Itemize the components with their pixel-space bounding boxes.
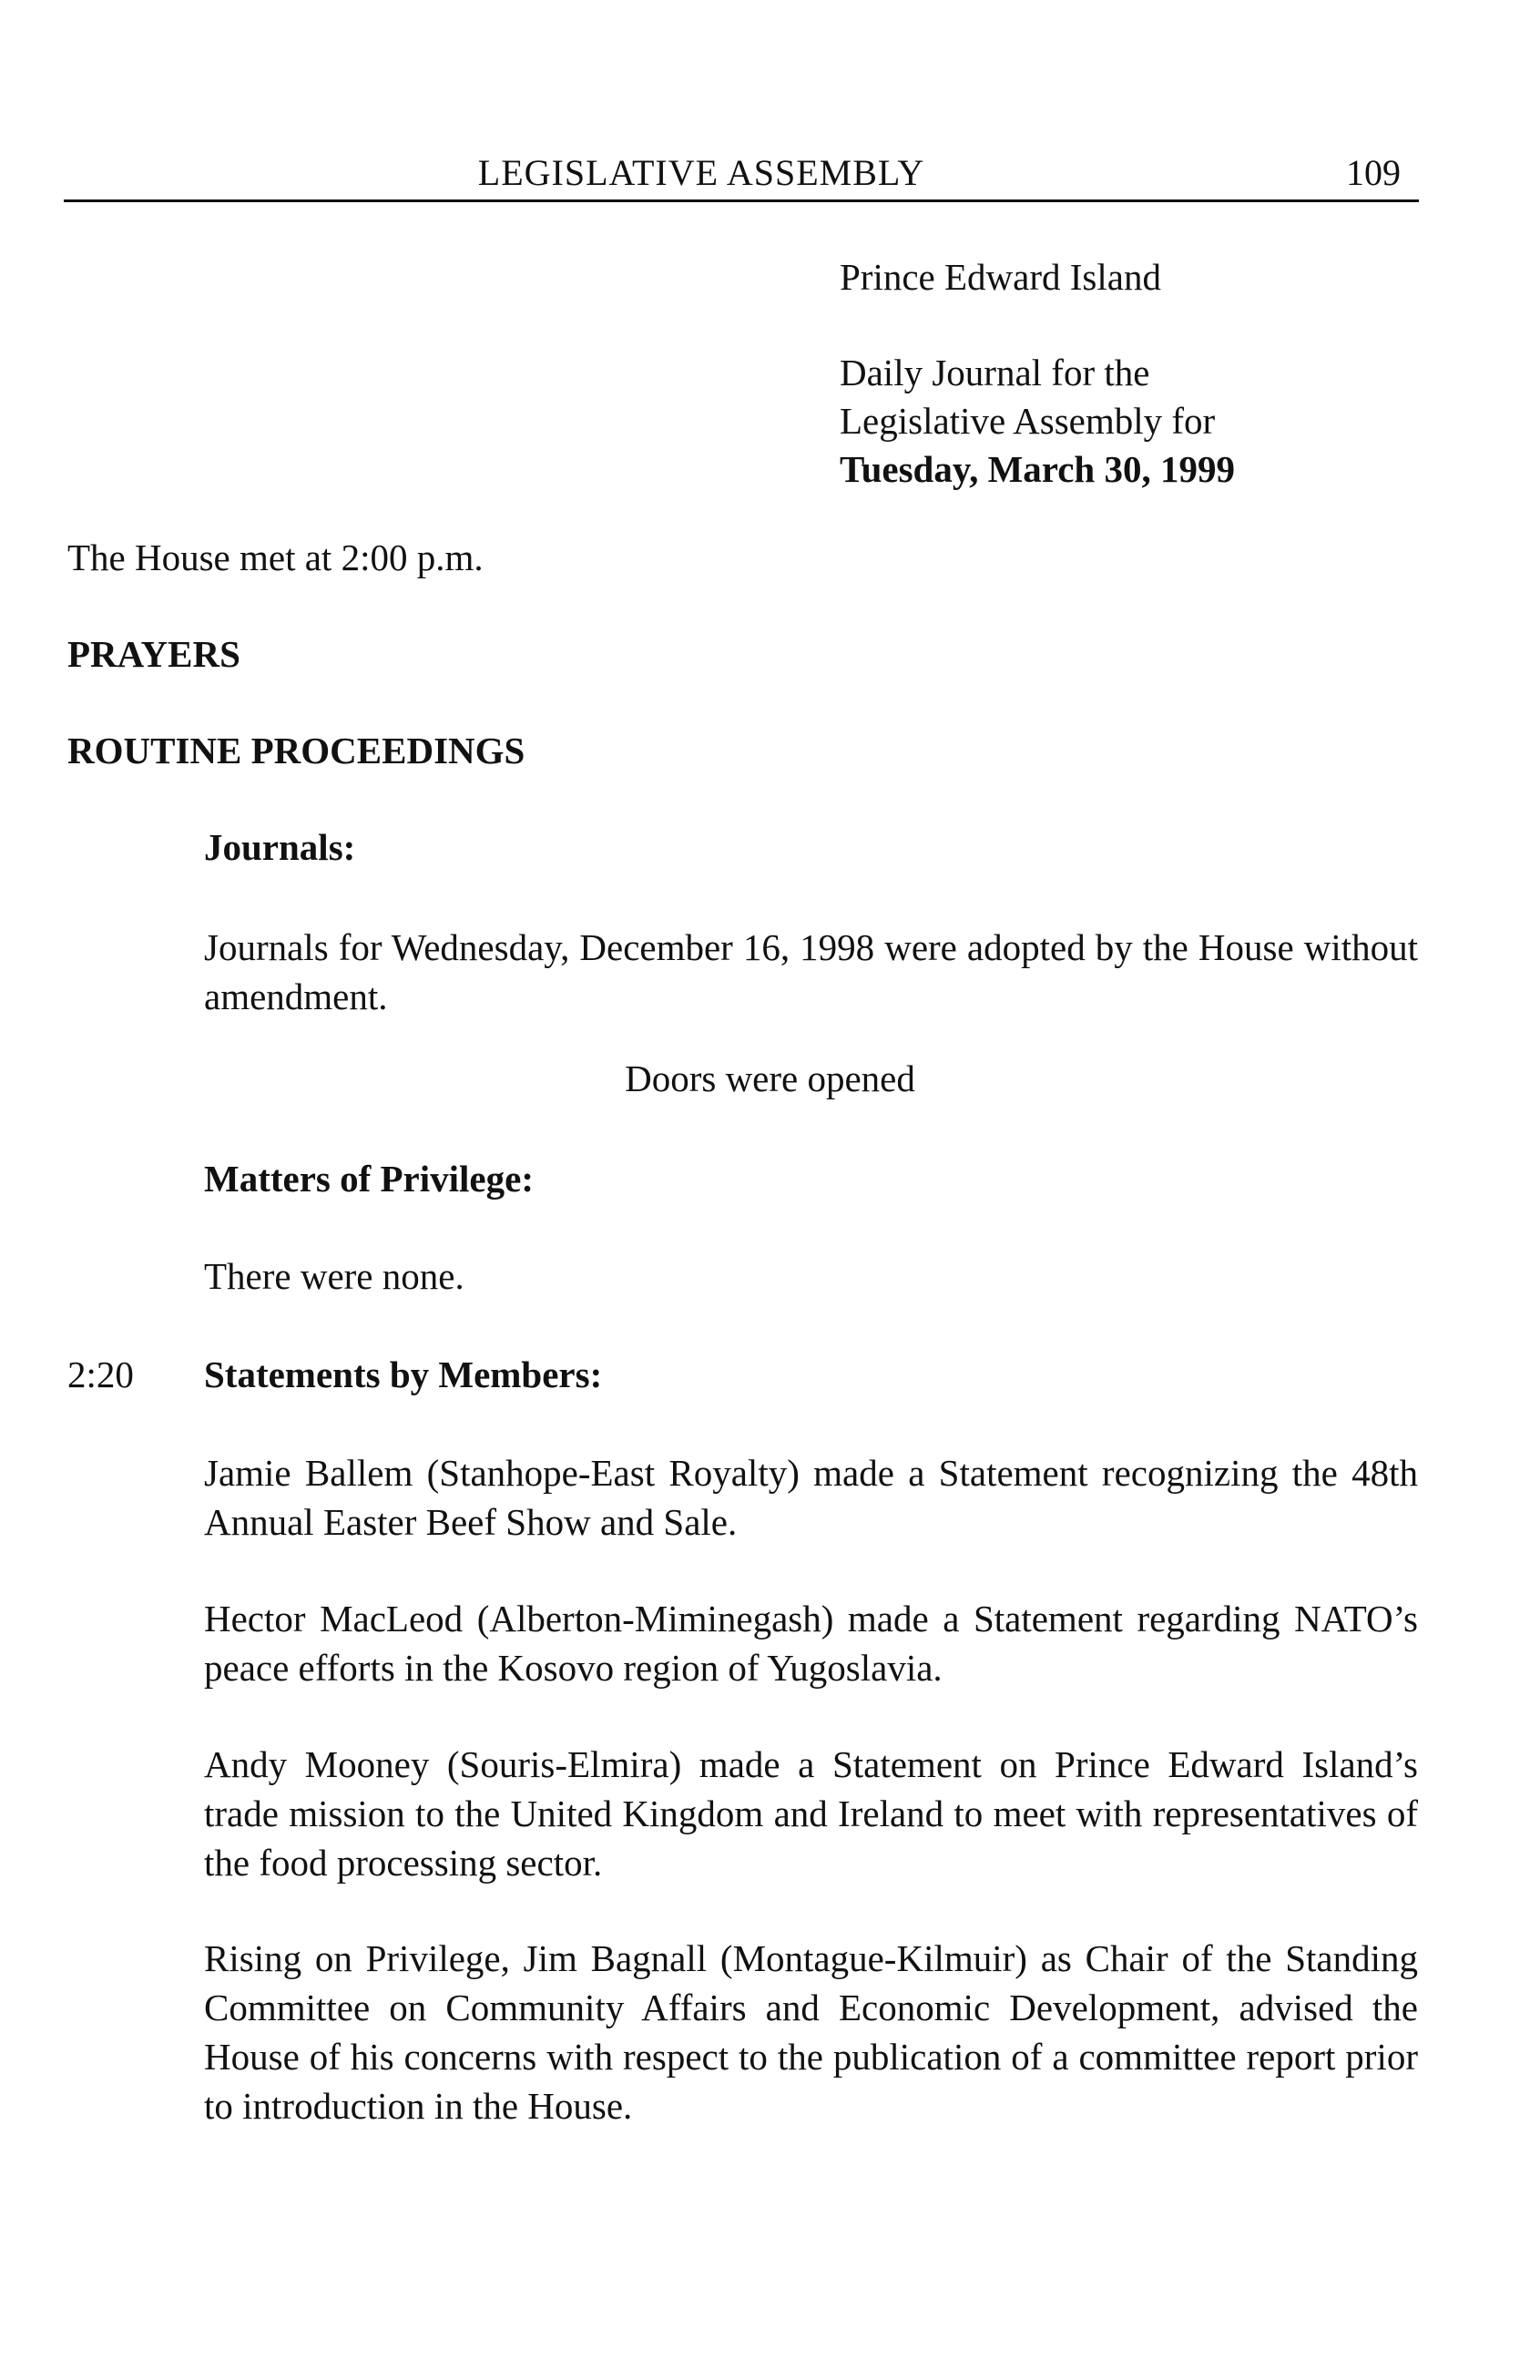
doors-opened-note: Doors were opened bbox=[625, 1057, 915, 1099]
province-name: Prince Edward Island bbox=[840, 256, 1161, 298]
journal-title-line2: Legislative Assembly for bbox=[840, 400, 1216, 442]
header-rule bbox=[64, 199, 1419, 202]
journal-date: Tuesday, March 30, 1999 bbox=[840, 448, 1235, 490]
statement-paragraph: Andy Mooney (Souris-Elmira) made a Statement on Prince Edward Island’s trade mission to the United Kingdom and Ireland to meet with representatives of the food processing sector. bbox=[204, 1743, 1418, 1884]
statements-time: 2:20 bbox=[67, 1353, 134, 1395]
journals-heading: Journals: bbox=[204, 826, 356, 868]
page-number: 109 bbox=[1346, 152, 1401, 193]
statement-paragraph: Jamie Ballem (Stanhope-East Royalty) made a Statement recognizing the 48th Annual Easter Beef Show and Sale. bbox=[204, 1452, 1418, 1543]
statements-heading: Statements by Members: bbox=[204, 1353, 603, 1395]
privilege-paragraph: There were none. bbox=[204, 1255, 464, 1297]
journals-paragraph: Journals for Wednesday, December 16, 1998 were adopted by the House without amendment. bbox=[204, 926, 1418, 1017]
journal-title-line1: Daily Journal for the bbox=[840, 352, 1150, 393]
statement-paragraph: Rising on Privilege, Jim Bagnall (Montague-Kilmuir) as Chair of the Standing Committee on Community Affairs and Economic Development, advised the House of his concerns with respect to the publication of a committee report prior to introduction in the House. bbox=[204, 1937, 1418, 2127]
privilege-heading: Matters of Privilege: bbox=[204, 1158, 534, 1200]
statement-paragraph: Hector MacLeod (Alberton-Miminegash) made a Statement regarding NATO’s peace efforts in the Kosovo region of Yugoslavia. bbox=[204, 1598, 1418, 1689]
prayers-heading: PRAYERS bbox=[67, 633, 240, 675]
routine-proceedings-heading: ROUTINE PROCEEDINGS bbox=[67, 730, 525, 771]
running-header: LEGISLATIVE ASSEMBLY bbox=[477, 152, 925, 193]
house-met-time: The House met at 2:00 p.m. bbox=[67, 536, 484, 578]
